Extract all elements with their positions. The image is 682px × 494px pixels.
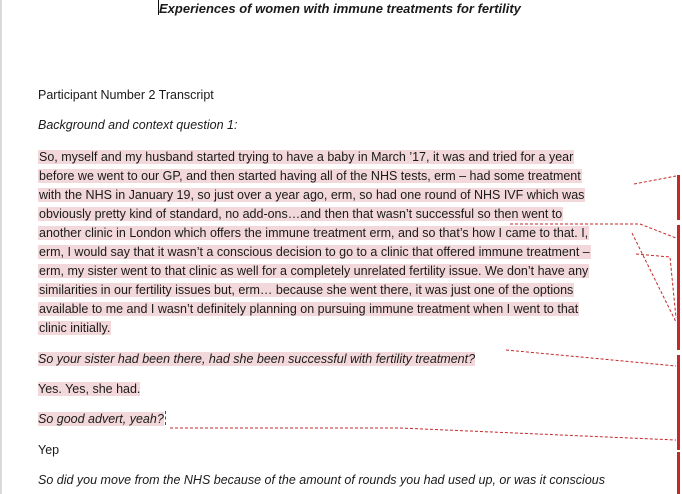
answer-line: similarities in our fertility issues but, erm… because she went there, it was just one of the options [39, 283, 574, 297]
section-heading: Background and context question 1: [38, 118, 238, 132]
participant-heading: Participant Number 2 Transcript [38, 88, 214, 102]
comment-bar[interactable] [677, 452, 680, 494]
question-4: So did you move from the NHS because of the amount of rounds you had used up, or was it conscious [38, 473, 605, 487]
answer-line: another clinic in London which offers the immune treatment erm, and so that’s how I came to that. I, [39, 226, 589, 240]
answer-3: Yep [38, 443, 60, 457]
question-2[interactable]: So your sister had been there, had she been successful with fertility treatment? [38, 352, 476, 366]
answer-line: obviously pretty kind of standard, no add-ons…and then that wasn’t successful so then went to [39, 207, 563, 221]
question-3[interactable]: So good advert, yeah? [38, 410, 168, 429]
comment-anchor[interactable] [165, 411, 167, 425]
answer-line: before we went to our GP, and then started having all of the NHS tests, erm – had some treatment [39, 169, 581, 183]
answer-line: erm, my sister went to that clinic as well for a completely unrelated fertility issue. We don’t have any [39, 264, 589, 278]
comment-bar[interactable] [677, 355, 680, 450]
answer-2[interactable]: Yes. Yes, she had. [38, 382, 141, 396]
answer-line: clinic initially. [39, 321, 111, 335]
document-title: Experiences of women with immune treatments for fertility [159, 1, 521, 16]
comment-bar[interactable] [677, 225, 680, 350]
comment-bar[interactable] [677, 175, 680, 220]
answer-line: erm, I would say that it wasn’t a conscious decision to go to a clinic that offered immune treatment – [39, 245, 590, 259]
page-edge [0, 0, 2, 494]
answer-line: with the NHS in January 19, so just over a year ago, erm, so had one round of NHS IVF which was [39, 188, 585, 202]
answer-line: available to me and I wasn’t definitely planning on pursuing immune treatment when I went to that [39, 302, 579, 316]
answer-line: So, myself and my husband started trying to have a baby in March ’17, it was and tried for a year [39, 150, 574, 164]
